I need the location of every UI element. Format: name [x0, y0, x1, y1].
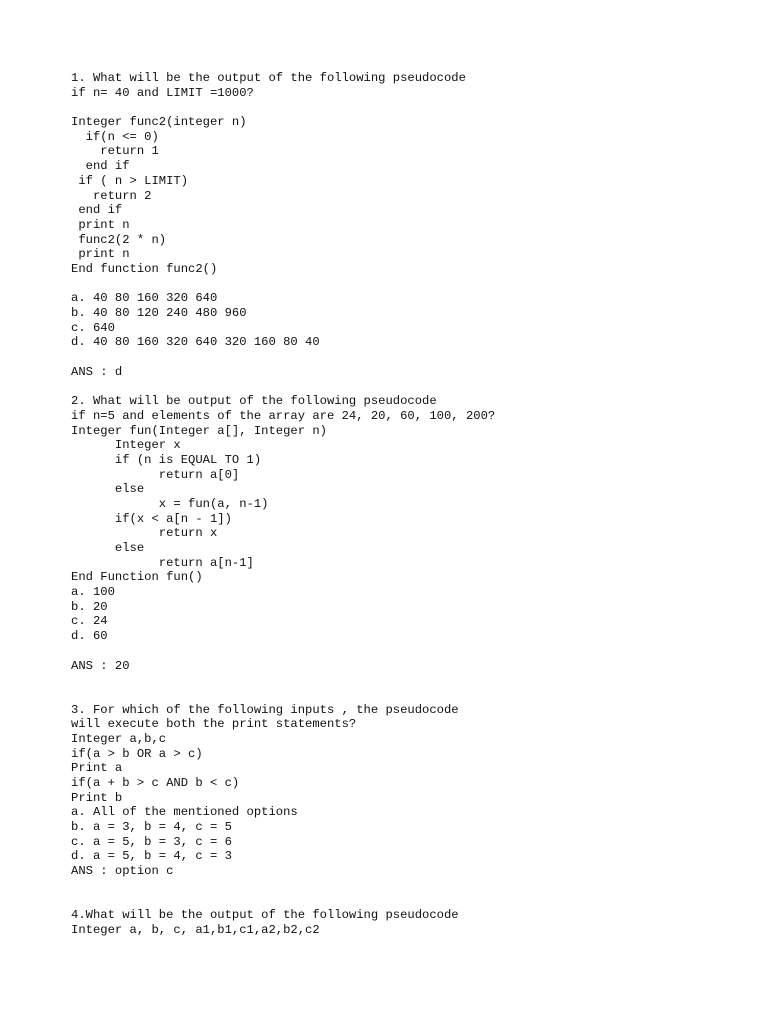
text-line: b. a = 3, b = 4, c = 5: [71, 820, 232, 835]
text-line: c. 640: [71, 320, 115, 335]
text-line: ANS : 20: [71, 658, 130, 673]
text-line: ANS : option c: [71, 864, 174, 879]
text-line: [71, 100, 495, 115]
text-line: 2. What will be output of the following pseudocode: [71, 394, 437, 409]
text-line: if(x < a[n - 1]): [71, 511, 232, 526]
text-line: d. 60: [71, 629, 108, 644]
text-line: func2(2 * n): [71, 232, 167, 247]
text-line: else: [71, 482, 145, 497]
text-line: a. 100: [71, 585, 115, 600]
text-line: a. All of the mentioned options: [71, 805, 298, 820]
text-line: end if: [71, 203, 123, 218]
text-line: [71, 350, 495, 365]
text-line: if(a > b OR a > c): [71, 746, 203, 761]
text-line: ANS : d: [71, 364, 123, 379]
text-line: return a[0]: [71, 467, 240, 482]
text-line: b. 20: [71, 599, 108, 614]
text-line: 1. What will be the output of the following pseudocode: [71, 71, 466, 85]
text-line: return a[n-1]: [71, 555, 254, 570]
text-line: d. 40 80 160 320 640 320 160 80 40: [71, 335, 320, 350]
text-line: End Function fun(): [71, 570, 203, 585]
text-line: Print a: [71, 761, 123, 776]
text-line: x = fun(a, n-1): [71, 496, 269, 511]
text-line: if n=5 and elements of the array are 24, 20, 60, 100, 200?: [71, 408, 496, 423]
text-line: [71, 894, 495, 909]
text-line: c. a = 5, b = 3, c = 6: [71, 834, 232, 849]
text-line: End function func2(): [71, 261, 218, 276]
pseudocode-text-block: [71, 71, 495, 938]
text-line: return 2: [71, 188, 152, 203]
text-line: else: [71, 541, 145, 555]
text-line: d. a = 5, b = 4, c = 3: [71, 849, 232, 864]
text-line: Integer fun(Integer a[], Integer n): [71, 423, 327, 438]
text-line: 4.What will be the output of the following pseudocode: [71, 908, 459, 923]
text-line: end if: [71, 159, 130, 174]
text-line: [71, 879, 495, 894]
text-line: a. 40 80 160 320 640: [71, 291, 218, 306]
text-line: [71, 644, 495, 659]
text-line: return 1: [71, 144, 159, 159]
text-line: Integer a, b, c, a1,b1,c1,a2,b2,c2: [71, 922, 320, 937]
text-line: if(a + b > c AND b < c): [71, 776, 240, 790]
text-line: will execute both the print statements?: [71, 717, 357, 732]
text-line: b. 40 80 120 240 480 960: [71, 306, 247, 320]
text-line: [71, 277, 495, 292]
text-line: c. 24: [71, 614, 108, 629]
text-line: if n= 40 and LIMIT =1000?: [71, 85, 254, 100]
text-line: print n: [71, 247, 130, 262]
text-line: Print b: [71, 790, 123, 805]
text-line: if(n <= 0): [71, 129, 159, 144]
text-line: Integer x: [71, 438, 181, 453]
text-line: [71, 688, 495, 703]
text-line: if ( n > LIMIT): [71, 173, 189, 188]
text-line: [71, 379, 495, 394]
text-line: return x: [71, 526, 218, 541]
text-line: [71, 673, 495, 688]
text-line: Integer a,b,c: [71, 731, 167, 746]
text-line: if (n is EQUAL TO 1): [71, 452, 262, 467]
text-line: print n: [71, 217, 130, 232]
text-line: 3. For which of the following inputs , the pseudocode: [71, 702, 459, 717]
text-line: Integer func2(integer n): [71, 115, 247, 130]
